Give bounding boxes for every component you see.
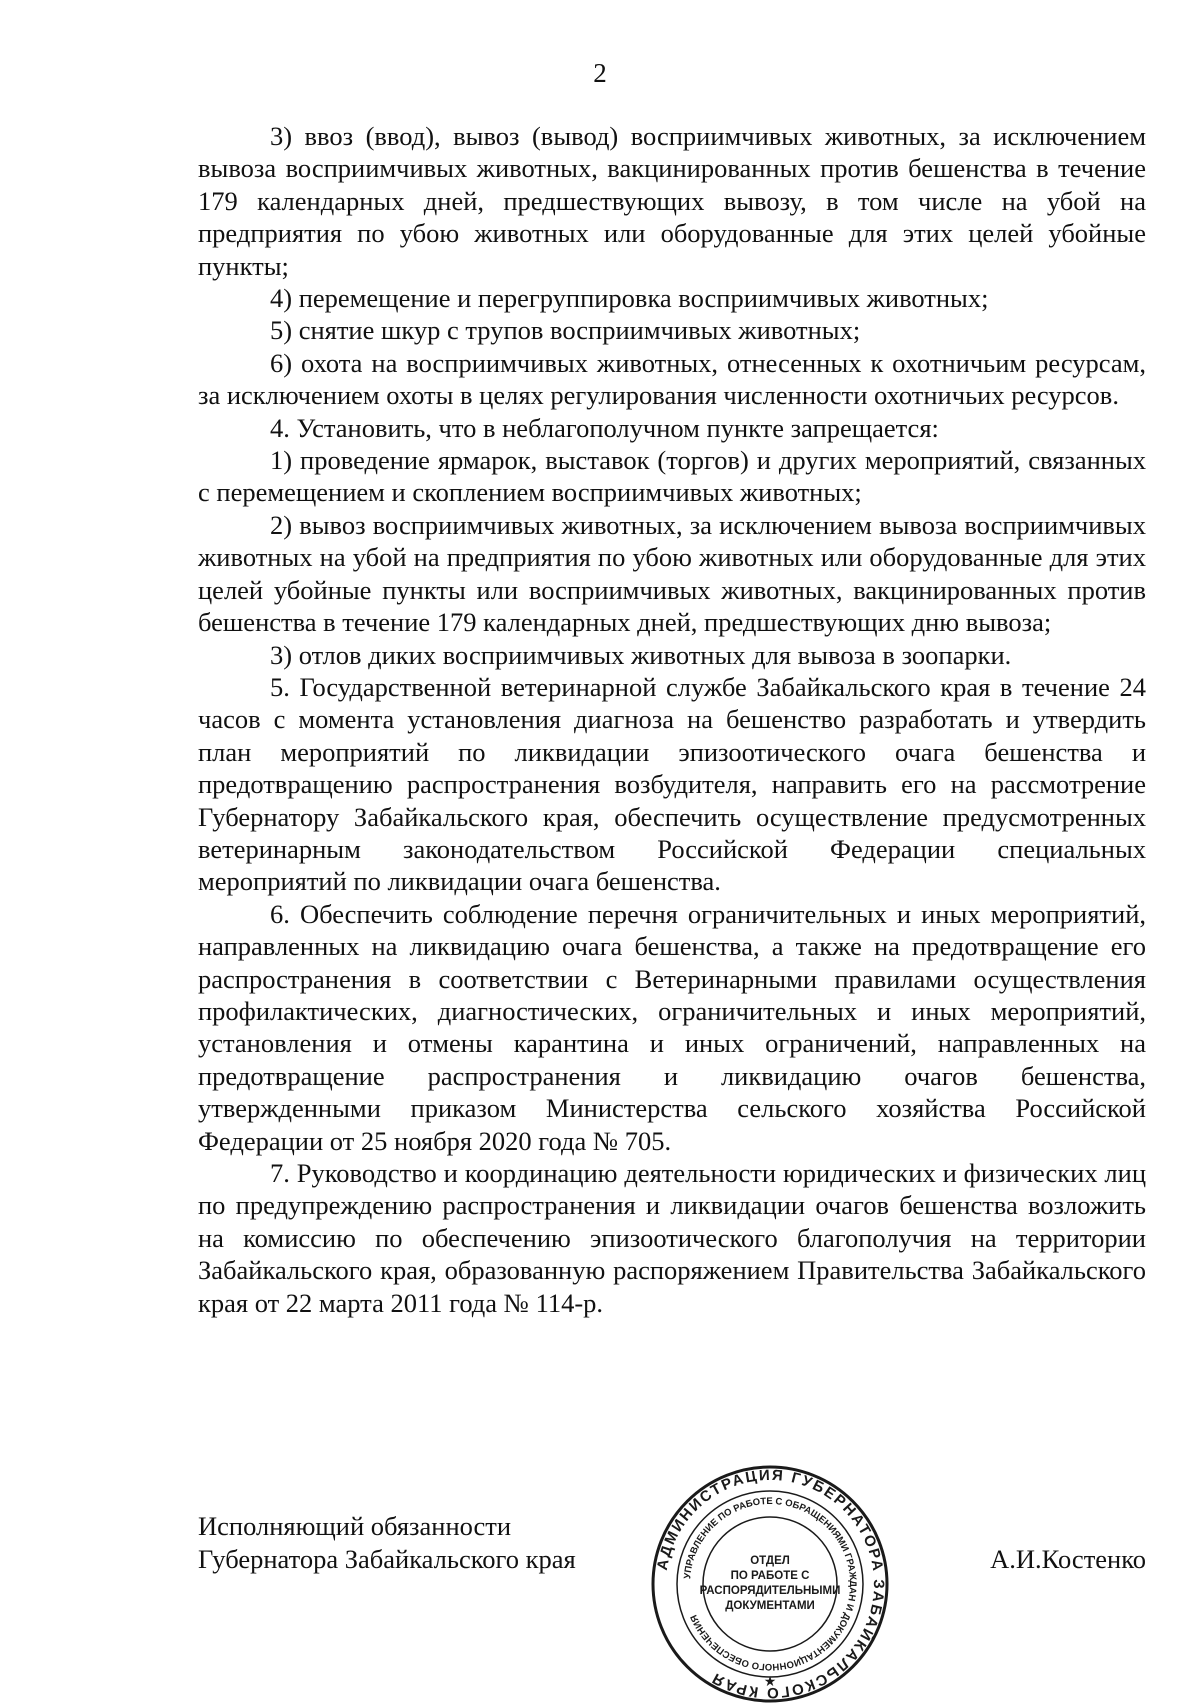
stamp-inner-text: УПРАВЛЕНИЕ ПО РАБОТЕ С ОБРАЩЕНИЯМИ ГРАЖДАН И ДОКУМЕНТАЦИОННОГО ОБЕСПЕЧЕНИЯ — [682, 1495, 859, 1673]
stamp-outer-text: АДМИНИСТРАЦИЯ ГУБЕРНАТОРА ЗАБАЙКАЛЬСКОГО КРАЯ — [653, 1466, 888, 1702]
signer-name: А.И.Костенко — [990, 1544, 1146, 1574]
paragraph-item-5: 5) снятие шкур с трупов восприимчивых животных; — [270, 315, 861, 346]
stamp-center-line-3: РАСПОРЯДИТЕЛЬНЫМИ — [699, 1585, 841, 1597]
stamp-center-line-4: ДОКУМЕНТАМИ — [725, 1600, 815, 1612]
signature-position-line2: Губернатора Забайкальского края — [198, 1544, 576, 1574]
stamp-center-line-1: ОТДЕЛ — [750, 1555, 790, 1567]
paragraph-section-4-item-2: 2) вывоз восприимчивых животных, за исключением вывоза восприимчивых животных на убой на предприятия по убою животных или оборудованные для этих целей убойные пункты или восприимчивых животных, вакцинированных против бешенства в течение 179 календарных дней, предшествующих дню вывоза; — [198, 509, 1146, 638]
paragraph-section-6: 6. Обеспечить соблюдение перечня ограничительных и иных мероприятий, направленных на ликвидацию очага бешенства, а также на предотвращение его распространения в соответствии с Ветеринарными правилами осуществления профилактических, диагностических, ограничительных и иных мероприятий, установления и отмены карантина и иных ограничений, направленных на предотвращение распространения и ликвидацию очагов бешенства, утвержденными приказом Министерства сельского хозяйства Российской Федерации от 25 ноября 2020 года № 705. — [198, 898, 1146, 1156]
page-number: 2 — [593, 58, 607, 88]
paragraph-item-3: 3) ввоз (ввод), вывоз (вывод) восприимчивых животных, за исключением вывоза восприимчивых животных, вакцинированных против бешенства в течение 179 календарных дней, предшествующих вывозу, в том числе на убой на предприятия по убою животных или оборудованные для этих целей убойные пункты; — [198, 121, 1146, 281]
paragraph-section-7: 7. Руководство и координацию деятельности юридических и физических лиц по предупреждению распространения и ликвидации очагов бешенства возложить на комиссию по обеспечению эпизоотического благополучия на территории Забайкальского края, образованную распоряжением Правительства Забайкальского края от 22 марта 2011 года № 114-р. — [198, 1158, 1146, 1318]
signature-position — [198, 1510, 576, 1576]
paragraph-item-4: 4) перемещение и перегруппировка восприимчивых животных; — [270, 283, 989, 314]
stamp-center-line-2: ПО РАБОТЕ С — [730, 1570, 810, 1582]
paragraph-section-4: 4. Установить, что в неблагополучном пункте запрещается: — [270, 412, 939, 443]
paragraph-section-4-item-1: 1) проведение ярмарок, выставок (торгов) и других мероприятий, связанных с перемещением и скоплением восприимчивых животных; — [198, 445, 1146, 508]
paragraph-section-5: 5. Государственной ветеринарной службе Забайкальского края в течение 24 часов с момента установления диагноза на бешенство разработать и утвердить план мероприятий по ликвидации эпизоотического очага бешенства и предотвращению распространения возбудителя, направить его на рассмотрение Губернатору Забайкальского края, обеспечить осуществление предусмотренных ветеринарным законодательством Российской Федерации специальных мероприятий по ликвидации очага бешенства. — [198, 671, 1146, 897]
signature-position-line1: Исполняющий обязанности — [198, 1511, 512, 1541]
stamp-star-icon: ★ — [763, 1673, 777, 1689]
paragraph-section-4-item-3: 3) отлов диких восприимчивых животных для вывоза в зоопарки. — [270, 639, 1012, 670]
document-body — [198, 120, 1146, 1319]
official-seal-stamp — [650, 1464, 890, 1704]
paragraph-item-6: 6) охота на восприимчивых животных, отнесенных к охотничьим ресурсам, за исключением охоты в целях регулирования численности охотничьих ресурсов. — [198, 347, 1146, 411]
